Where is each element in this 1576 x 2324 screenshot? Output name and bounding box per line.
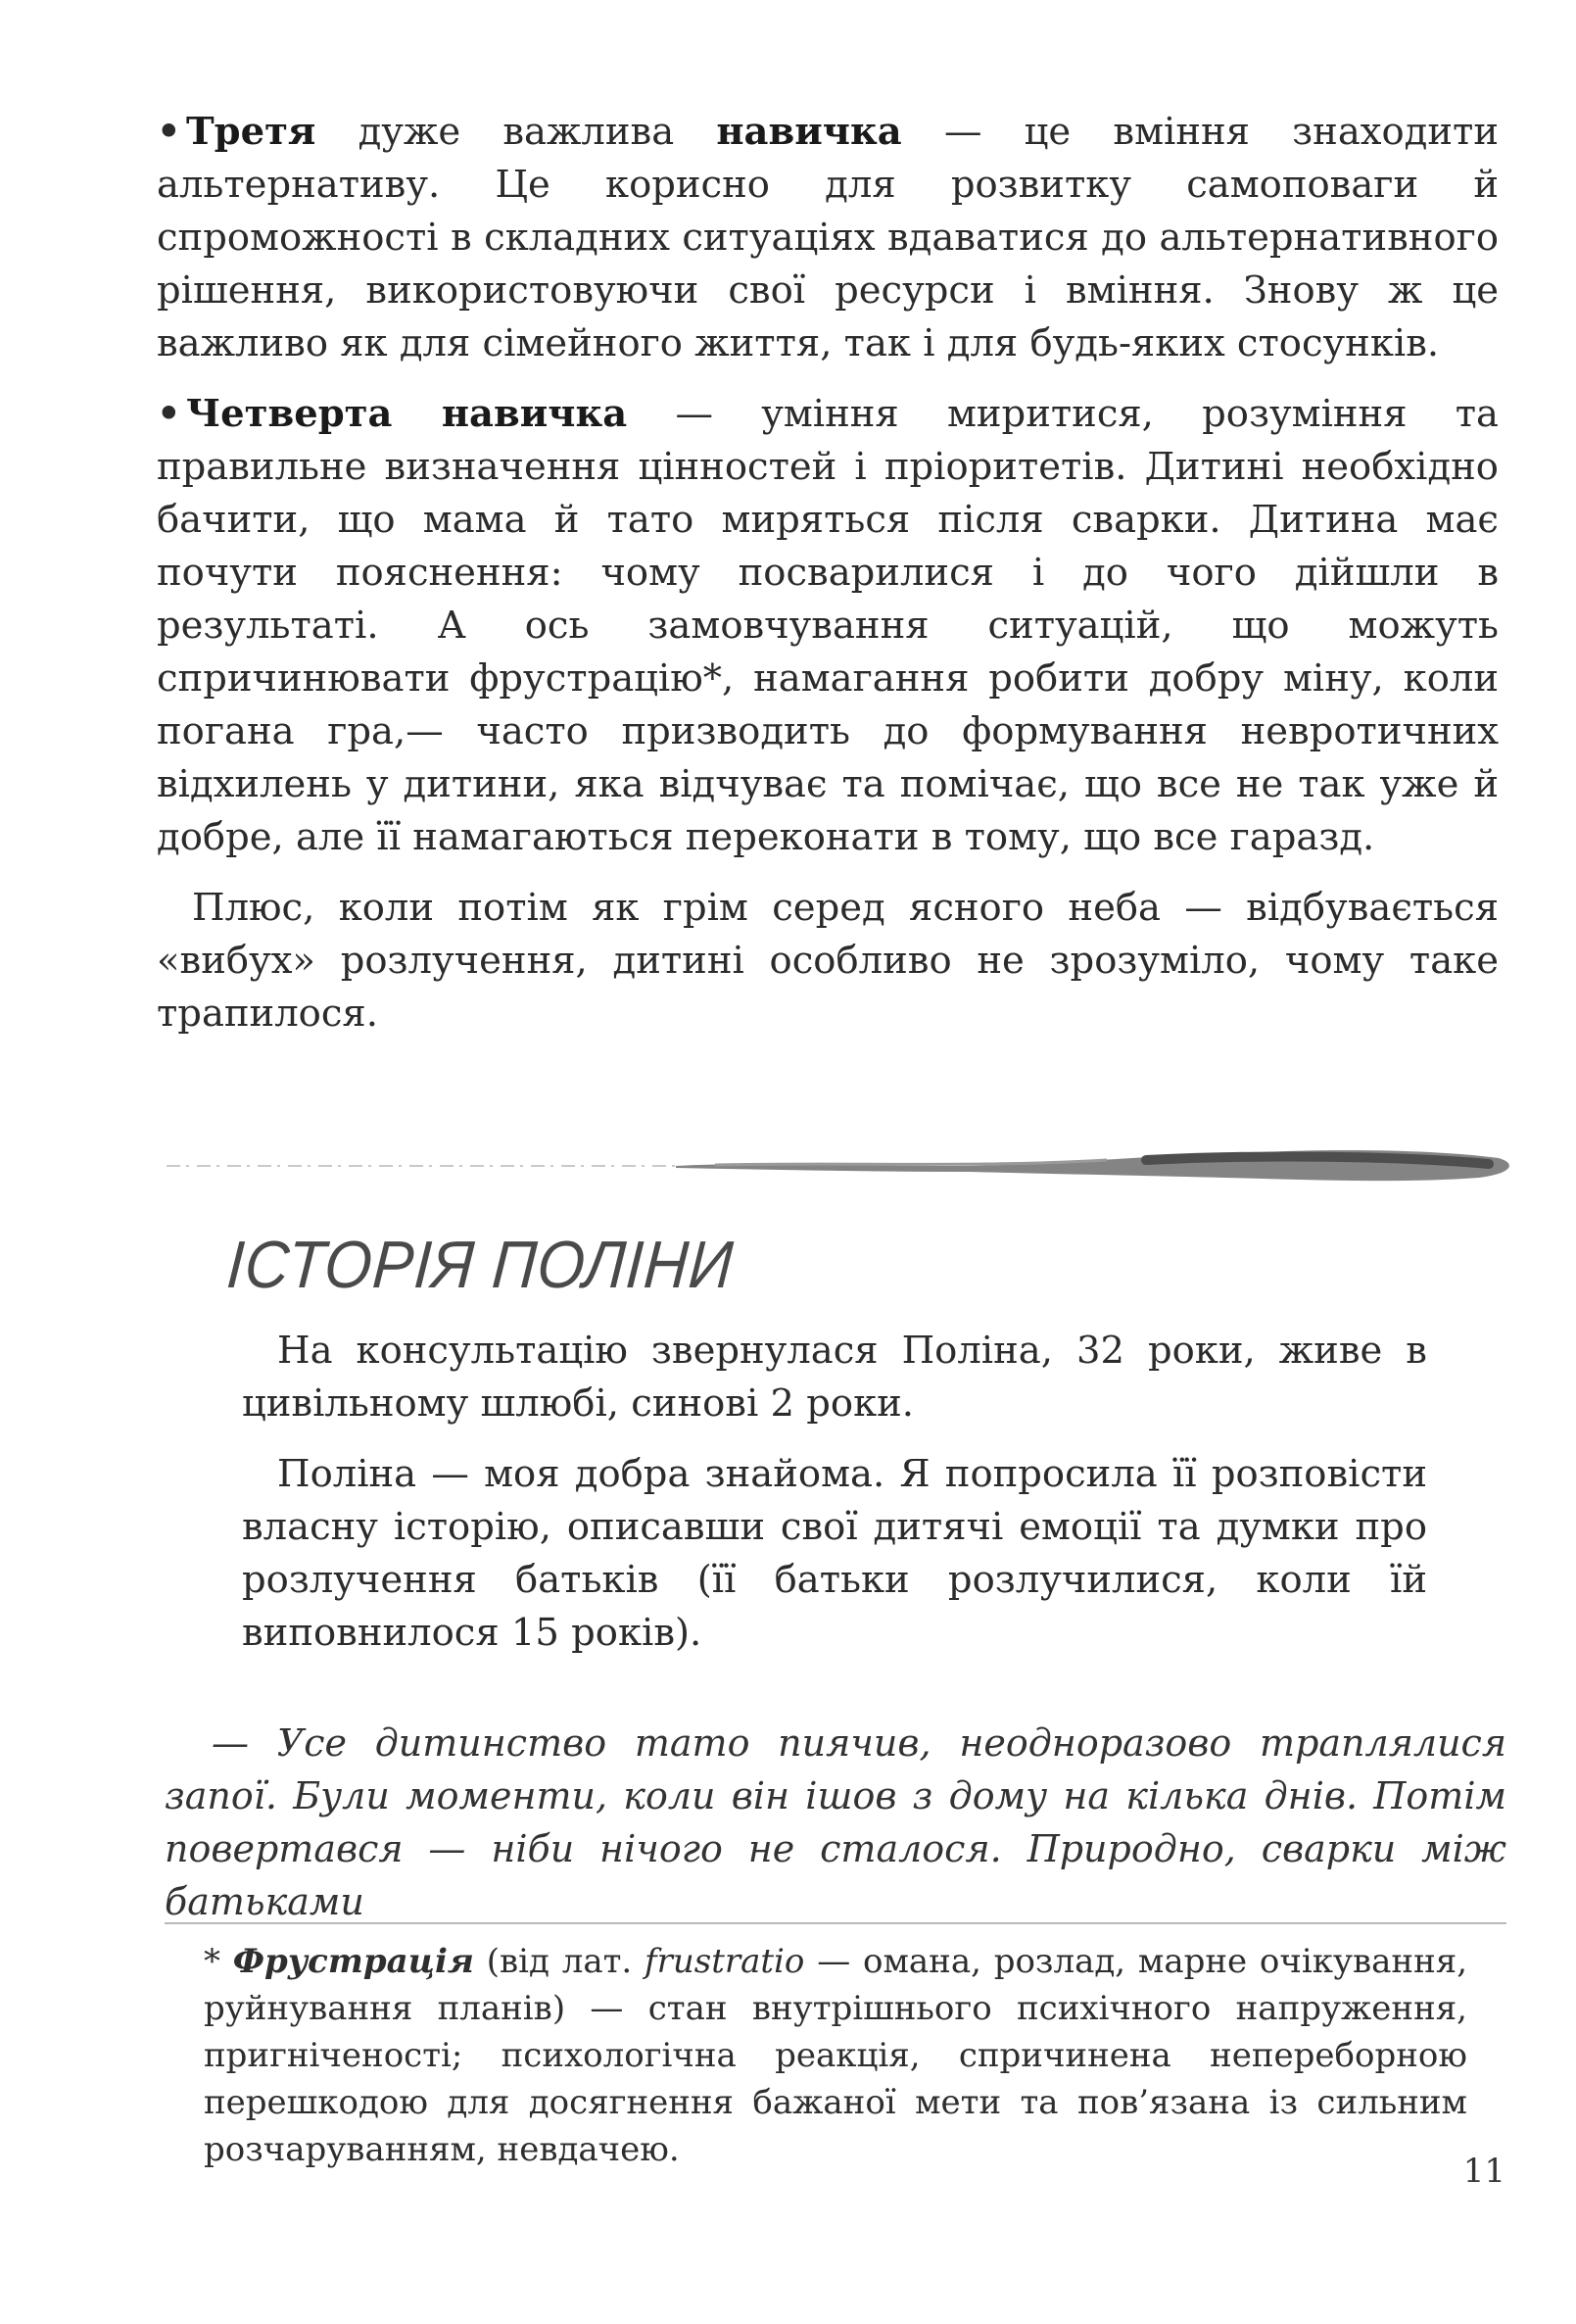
bullet-item-third-skill xyxy=(157,106,1499,370)
quote-paragraph: — Усе дитинство тато пиячив, неодноразово траплялися запої. Були моменти, коли він ішов з дому на кілька днів. Потім повертався — ніби нічого не сталося. Природно, сварки між батьками xyxy=(165,1721,1506,1923)
story-intro xyxy=(242,1325,1427,1677)
bullet-text: — уміння миритися, розуміння та правильне визначення цінностей і пріоритетів. Дитині необхідно бачити, що мама й тато миряться після сварки. Дитина має почути пояснення: чому посварилися і до чого дійшли в результаті. А ось замовчування ситуацій, що можуть спричинювати фрустрацію*, намагання робити добру міну, коли погана гра,— часто призводить до формування невротичних відхилень у дитини, яка відчуває та помічає, що все не так уже й добре, але її намагаються переконати в тому, що все гаразд. xyxy=(157,392,1499,859)
paragraph-plus: Плюс, коли потім як грім серед ясного неба — відбувається «вибух» розлучення, дитині особливо не зрозуміло, чому таке трапилося. xyxy=(157,886,1499,1036)
footnote-latin: frustratio xyxy=(645,1942,805,1981)
bullet-marker: • xyxy=(157,392,181,436)
bullet-item-fourth-skill xyxy=(157,388,1499,864)
story-paragraph: Поліна — моя добра знайома. Я попросила її розповісти власну історію, описавши свої дитячі емоції та думки про розлучення батьків (її батьки розлучилися, коли їй виповнилося 15 років). xyxy=(242,1452,1427,1655)
brush-divider xyxy=(167,1137,1518,1195)
page-number: 11 xyxy=(1462,2152,1505,2191)
story-paragraph: На консультацію звернулася Поліна, 32 роки, живе в цивільному шлюбі, синові 2 роки. xyxy=(242,1329,1427,1426)
bullet-list xyxy=(157,106,1499,1041)
footnote xyxy=(204,1938,1467,2173)
footnote-term: Фрустрація xyxy=(232,1942,474,1981)
bullet-lead: Четверта навичка xyxy=(186,392,628,436)
story-quote xyxy=(165,1717,1506,1928)
footnote-marker: * xyxy=(204,1942,233,1981)
bullet-text: — це вміння знаходити альтернативу. Це корисно для розвитку самоповаги й спроможності в складних ситуаціях вдаватися до альтернативного рішення, використовуючи свої ресурси і вміння. Знову ж це важливо як для сімейного життя, так і для будь-яких стосунків. xyxy=(157,110,1499,365)
bullet-text: дуже важлива xyxy=(315,110,717,154)
bullet-marker: • xyxy=(157,110,181,154)
bullet-term: навичка xyxy=(716,110,902,154)
bullet-lead: Третя xyxy=(186,110,316,154)
footnote-text: — омана, розлад, марне очікування, руйнування планів) — стан внутрішнього психічного напруження, пригніченості; психологічна реакція, спричинена непереборною перешкодою для досягнення бажаної мети та пов’язана із сильним розчаруванням, невдачею. xyxy=(204,1942,1468,2169)
section-heading: ІСТОРІЯ ПОЛІНИ xyxy=(224,1228,737,1303)
footnote-text: (від лат. xyxy=(473,1942,645,1981)
footnote-divider xyxy=(165,1922,1506,1924)
